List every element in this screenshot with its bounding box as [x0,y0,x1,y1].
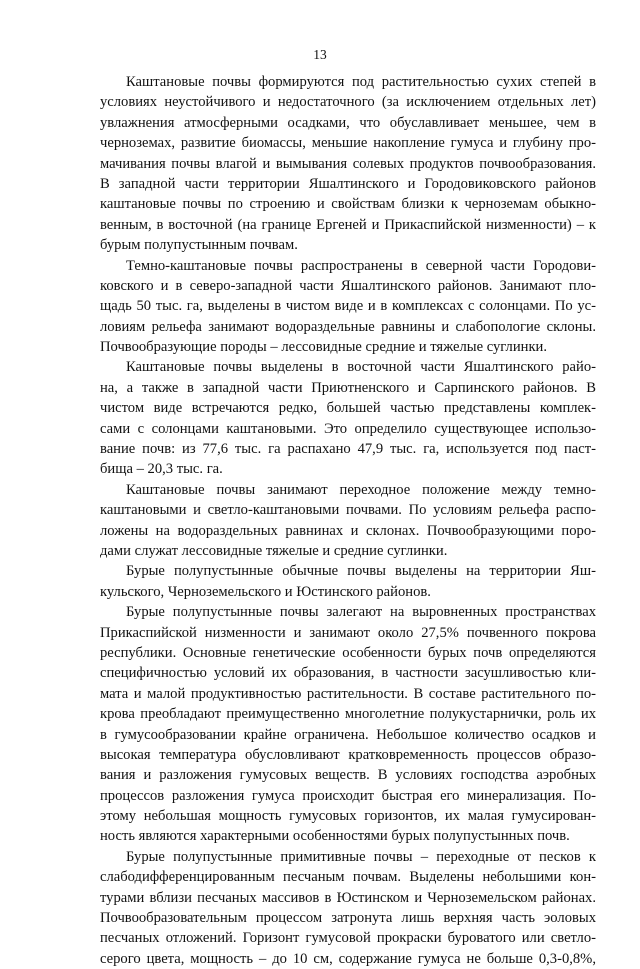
text-line: турами вблизи песчаных массивов в Юстинском и Черноземельском районах. [100,889,596,906]
text-line: каштановые почвы по строению и свойствам близки к черноземам обыкно- [100,196,596,213]
text-line: процессов разложения гумуса происходит быстрая его минерализация. По- [100,787,596,804]
text-line: мачивания почвы влагой и вымывания солевых продуктов почвообразования. [100,155,596,172]
text-line: Бурые полупустынные примитивные почвы – переходные от песков к [126,848,596,865]
text-line: в гумусообразовании крайне ограничена. Небольшое количество осадков и [100,726,596,743]
text-line: республики. Основные генетические особенности бурых почв определяются [100,644,596,661]
text-line: ловиям рельефа занимают водораздельные равнины и слабопологие склоны. [100,318,596,335]
text-line: мата и малой продуктивностью растительности. В составе растительного по- [100,685,596,702]
text-line: сами с солонцами каштановыми. Это определило существующее использо- [100,420,596,437]
text-line: В западной части территории Яшалтинского и Городовиковского районов [100,175,596,192]
text-line: высокая температура обусловливают кратковременность процессов образо- [100,746,596,763]
text-line: специфичностью условий их образования, в частности засушливостью кли- [100,665,596,682]
body-text [100,72,596,969]
page-number: 13 [313,47,327,62]
text-line: чистом виде встречаются редко, большей частью представлены комплек- [100,400,596,417]
text-line: вание почв: из 77,6 тыс. га распахано 47,9 тыс. га, используется под паст- [100,441,596,458]
text-line: Темно-каштановые почвы распространены в северной части Городови- [126,257,596,274]
text-line: ложены на водораздельных равнинах и склонах. Почвообразующими поро- [100,522,596,539]
text-line: каштановыми и светло-каштановыми почвами. По условиям рельефа распо- [100,502,596,519]
text-line: бища – 20,3 тыс. га. [100,461,223,478]
text-line: ковского и в северо-западной части Яшалтинского районов. Занимают пло- [100,277,596,294]
text-line: ность являются характерными особенностями бурых полупустынных почв. [100,828,570,845]
text-line: Почвообразующие породы – лессовидные средние и тяжелые суглинки. [100,339,548,356]
text-line: Каштановые почвы выделены в восточной части Яшалтинского райо- [126,359,596,376]
text-line: щадь 50 тыс. га, выделены в чистом виде и в комплексах с солонцами. По ус- [100,298,596,315]
text-line: условиях неустойчивого и недостаточного (за исключением отдельных лет) [100,94,596,111]
text-line: увлажнения атмосферными осадками, что обуславливает меньшее, чем в [100,114,596,131]
text-line: кульского, Черноземельского и Юстинского районов. [100,583,431,600]
text-line: венным, в восточной (на границе Ергеней и Прикаспийской низменности) – к [100,216,596,233]
text-line: Прикаспийской низменности и занимают около 27,5% почвенного покрова [100,624,596,641]
text-line: бурым полупустынным почвам. [100,237,298,254]
text-line: серого цвета, мощность – до 10 см, содержание гумуса не больше 0,3-0,8%, [100,950,596,967]
text-line: этому небольшая мощность гумусовых горизонтов, их малая гумусирован- [100,808,596,825]
text-line: Каштановые почвы занимают переходное положение между темно- [126,481,596,498]
text-line: вания и разложения гумусовых веществ. В условиях господства аэробных [100,767,596,784]
text-line: Каштановые почвы формируются под растительностью сухих степей в [126,74,596,90]
text-line: Бурые полупустынные почвы залегают на выровненных пространствах [126,604,596,621]
text-line: дами служат лессовидные тяжелые и средние суглинки. [100,542,448,559]
text-line: Бурые полупустынные обычные почвы выделены на территории Яш- [126,563,596,580]
text-line: на, а также в западной части Приютненского и Сарпинского районов. В [100,379,596,396]
text-line: слабодифференцированным песчаным почвам. Выделены небольшими кон- [100,869,596,886]
text-line: черноземах, развитие биомассы, меньшие накопление гумуса и глубину про- [100,135,596,152]
text-line: крова преобладают преимущественно многолетние полукустарнички, роль их [100,706,596,723]
text-line: песчаных отложений. Горизонт гумусовой прокраски буроватого или светло- [100,930,596,947]
text-line: Почвообразовательным процессом затронута лишь верхняя часть эоловых [100,910,596,927]
